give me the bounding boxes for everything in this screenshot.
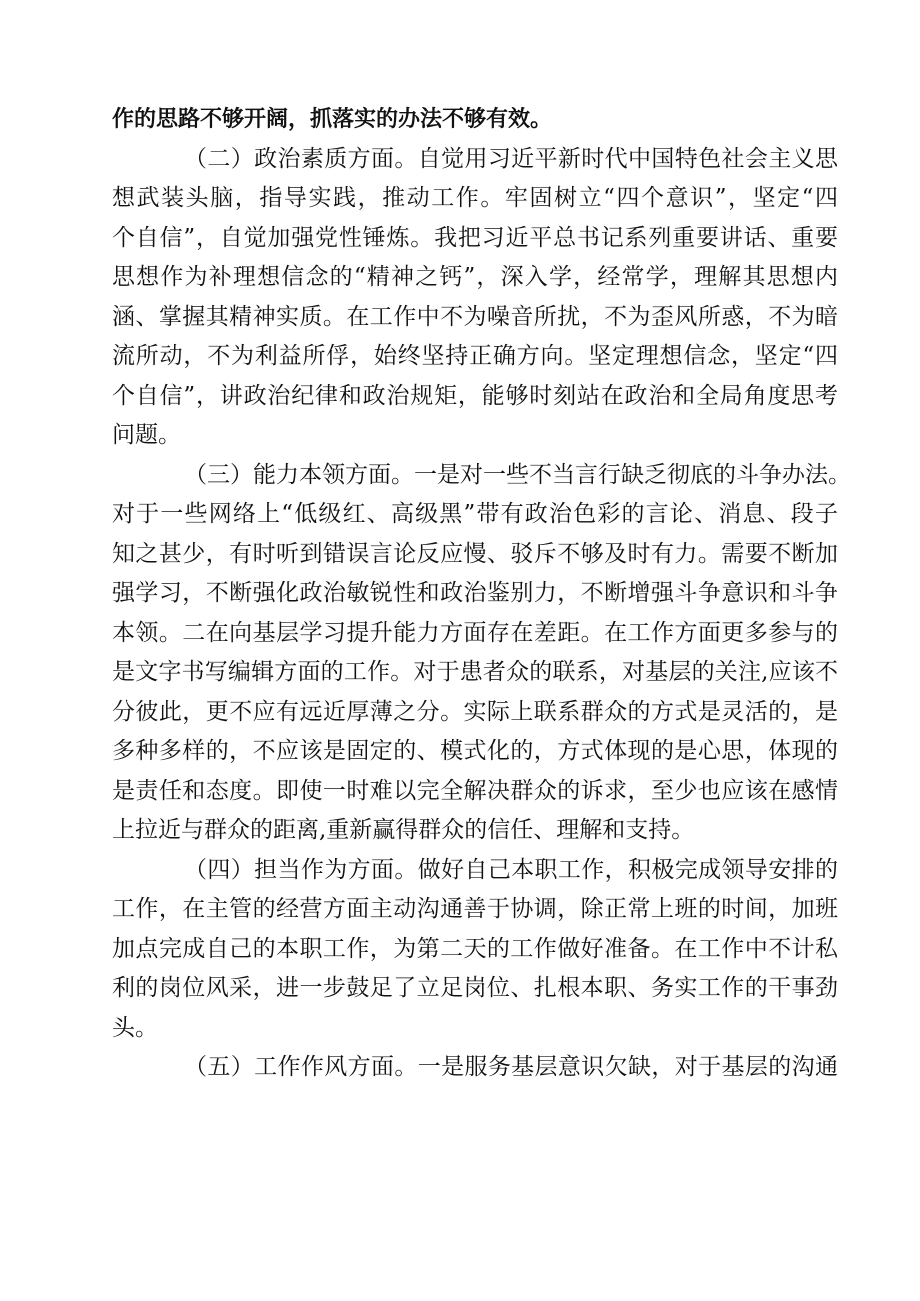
body-text <box>112 100 851 1088</box>
text-line: 工作，在主管的经营方面主动沟通善于协调，除正常上班的时间，加班 <box>112 896 838 922</box>
text-line: 强学习，不断强化政治敏锐性和政治鉴别力，不断增强斗争意识和斗争 <box>112 580 838 606</box>
text-line: 多种多样的，不应该是固定的、模式化的，方式体现的是心思，体现的 <box>112 738 838 764</box>
text-line-section-4-heading: （四）担当作为方面。做好自己本职工作，积极完成领导安排的 <box>184 856 838 883</box>
text-line: 分彼此，更不应有远近厚薄之分。实际上联系群众的方式是灵活的，是 <box>112 698 838 725</box>
text-line: 个自信”，自觉加强党性锤炼。我把习近平总书记系列重要讲话、重要 <box>112 224 838 251</box>
text-line: 思想作为补理想信念的“精神之钙”，深入学，经常学，理解其思想内 <box>112 264 838 290</box>
text-line: 上拉近与群众的距离,重新赢得群众的信任、理解和支持。 <box>112 817 695 843</box>
text-line: 本领。二在向基层学习提升能力方面存在差距。在工作方面更多参与的 <box>112 619 838 646</box>
text-line: 利的岗位风采，进一步鼓足了立足岗位、扎根本职、务实工作的干事劲 <box>112 975 838 1001</box>
text-line-section-5-heading: （五）工作作风方面。一是服务基层意识欠缺，对于基层的沟通 <box>184 1054 838 1080</box>
text-line: 流所动，不为利益所俘，始终坚持正确方向。坚定理想信念，坚定“四 <box>112 343 838 369</box>
text-line-continuation: 作的思路不够开阔，抓落实的办法不够有效。 <box>112 107 553 132</box>
text-line: 涵、掌握其精神实质。在工作中不为噪音所扰，不为歪风所惑，不为暗 <box>112 303 838 330</box>
text-line: 知之甚少，有时听到错误言论反应慢、驳斥不够及时有力。需要不断加 <box>112 540 838 567</box>
text-line: 个自信”，讲政治纪律和政治规矩，能够时刻站在政治和全局角度思考 <box>112 382 838 409</box>
text-line: 头。 <box>112 1014 158 1041</box>
text-line-section-3-heading: （三）能力本领方面。一是对一些不当言行缺乏彻底的斗争办法。 <box>184 461 851 488</box>
text-line-section-2-heading: （二）政治素质方面。自觉用习近平新时代中国特色社会主义思 <box>184 145 838 172</box>
text-line: 对于一些网络上“低级红、高级黑”带有政治色彩的言论、消息、段子 <box>112 501 838 527</box>
text-line: 是文字书写编辑方面的工作。对于患者众的联系，对基层的关注,应该不 <box>112 659 838 685</box>
text-line: 问题。 <box>112 422 181 448</box>
text-line: 是责任和态度。即使一时难以完全解决群众的诉求，至少也应该在感情 <box>112 777 838 804</box>
text-line: 想武装头脑，指导实践，推动工作。牢固树立“四个意识”，坚定“四 <box>112 185 838 211</box>
text-line: 加点完成自己的本职工作，为第二天的工作做好准备。在工作中不计私 <box>112 935 838 962</box>
